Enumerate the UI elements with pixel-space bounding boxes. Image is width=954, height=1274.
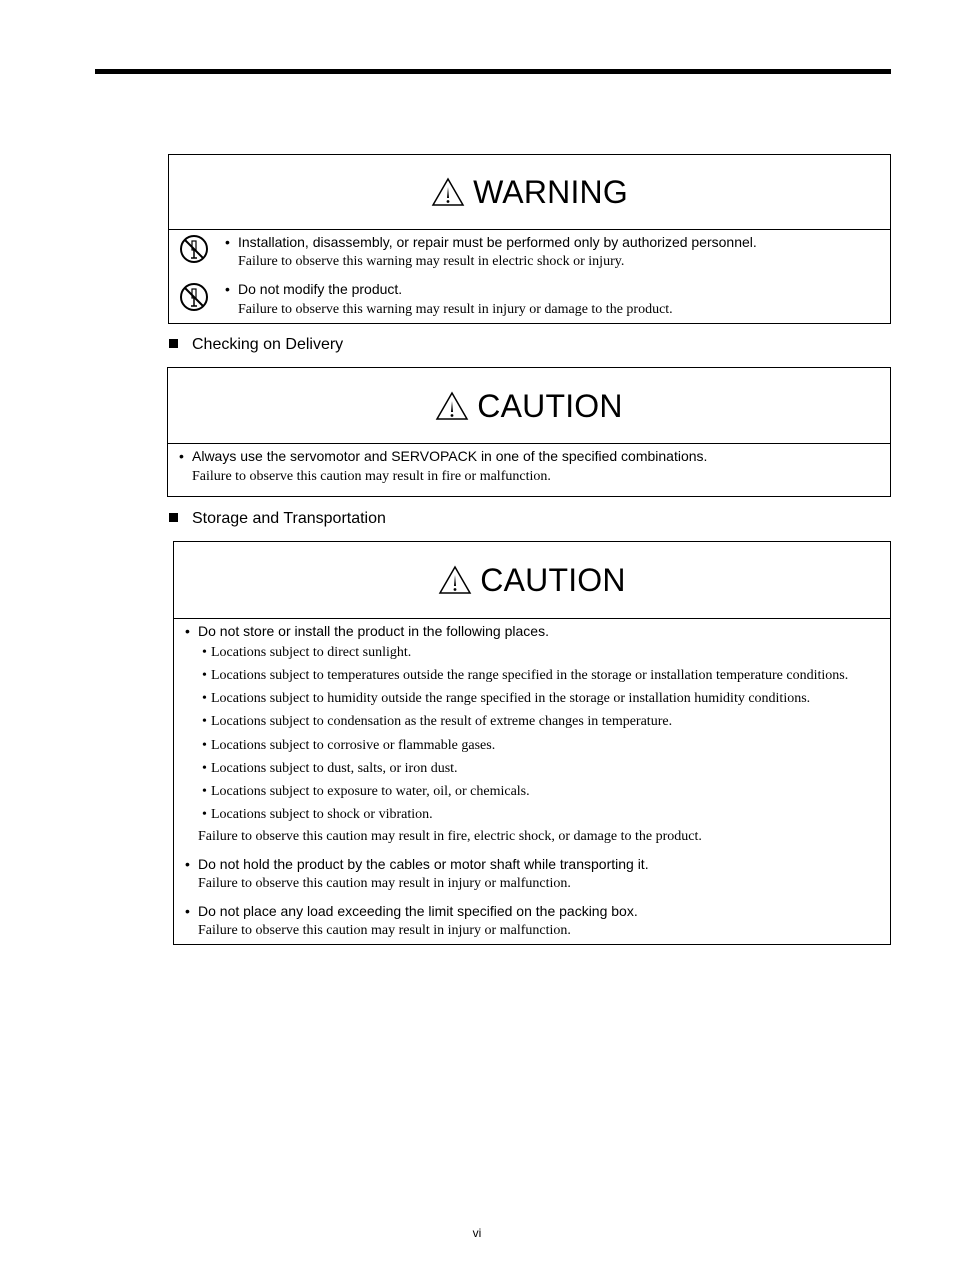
warning-title: WARNING xyxy=(473,174,628,210)
caution-triangle-icon xyxy=(435,391,469,421)
bullet: • xyxy=(179,448,184,464)
section-title: Checking on Delivery xyxy=(192,336,344,353)
sub-bullet: • xyxy=(202,691,207,706)
caution-box-delivery xyxy=(167,367,891,497)
bullet: • xyxy=(185,623,190,639)
sub-bullet: • xyxy=(202,761,207,776)
page-number: vi xyxy=(472,1226,482,1240)
sub-bullet: • xyxy=(202,714,207,729)
sub-item: Locations subject to condensation as the result of extreme changes in temperature. xyxy=(211,714,673,729)
sub-item: Locations subject to shock or vibration. xyxy=(211,807,433,822)
caution-2-item-2-text: Do not hold the product by the cables or motor shaft while transporting it. xyxy=(198,856,649,872)
caution-2-item-2-note: Failure to observe this caution may result in injury or malfunction. xyxy=(198,876,571,891)
no-disassembly-icon xyxy=(179,282,209,312)
caution-2-item-1-note: Failure to observe this caution may result in fire, electric shock, or damage to the product. xyxy=(198,829,702,844)
caution-title: CAUTION xyxy=(480,562,626,598)
sub-item: Locations subject to humidity outside the range specified in the storage or installation humidity conditions. xyxy=(211,691,811,706)
caution-title: CAUTION xyxy=(477,387,623,424)
sub-bullet: • xyxy=(202,784,207,799)
caution-header xyxy=(174,542,890,619)
warning-header xyxy=(169,155,890,230)
top-rule xyxy=(95,69,891,74)
sub-bullet: • xyxy=(202,668,207,683)
warning-item-2-text: Do not modify the product. xyxy=(238,281,403,297)
square-bullet-icon xyxy=(169,339,178,348)
sub-item: Locations subject to temperatures outside the range specified in the storage or installation temperature conditions. xyxy=(211,668,849,683)
sub-bullet: • xyxy=(202,645,207,660)
no-disassembly-icon xyxy=(179,234,209,264)
caution-1-item-text: Always use the servomotor and SERVOPACK in one of the specified combinations. xyxy=(192,448,708,464)
sub-item: Locations subject to dust, salts, or iron dust. xyxy=(211,761,458,776)
warning-item-2-note: Failure to observe this warning may result in injury or damage to the product. xyxy=(238,302,673,317)
caution-triangle-icon xyxy=(438,565,472,595)
square-bullet-icon xyxy=(169,513,178,522)
caution-2-item-3-text: Do not place any load exceeding the limit specified on the packing box. xyxy=(198,903,638,919)
caution-2-item-1-text: Do not store or install the product in the following places. xyxy=(198,623,549,639)
sub-bullet: • xyxy=(202,738,207,753)
bullet: • xyxy=(225,234,230,250)
bullet: • xyxy=(225,281,230,297)
caution-box-storage xyxy=(173,541,891,945)
warning-triangle-icon xyxy=(431,177,465,207)
caution-header xyxy=(168,368,890,444)
bullet: • xyxy=(185,903,190,919)
sub-item: Locations subject to direct sunlight. xyxy=(211,645,412,660)
warning-item-1-text: Installation, disassembly, or repair must be performed only by authorized personnel. xyxy=(238,234,757,250)
warning-item-1-note: Failure to observe this warning may result in electric shock or injury. xyxy=(238,254,625,269)
caution-2-item-3-note: Failure to observe this caution may result in injury or malfunction. xyxy=(198,923,571,938)
warning-box xyxy=(168,154,891,324)
section-title: Storage and Transportation xyxy=(192,510,386,527)
sub-item: Locations subject to corrosive or flammable gases. xyxy=(211,738,496,753)
caution-1-item-note: Failure to observe this caution may result in fire or malfunction. xyxy=(192,469,551,484)
section-heading-delivery xyxy=(169,336,343,354)
bullet: • xyxy=(185,856,190,872)
sub-item: Locations subject to exposure to water, oil, or chemicals. xyxy=(211,784,530,799)
sub-bullet: • xyxy=(202,807,207,822)
section-heading-storage xyxy=(169,510,386,528)
